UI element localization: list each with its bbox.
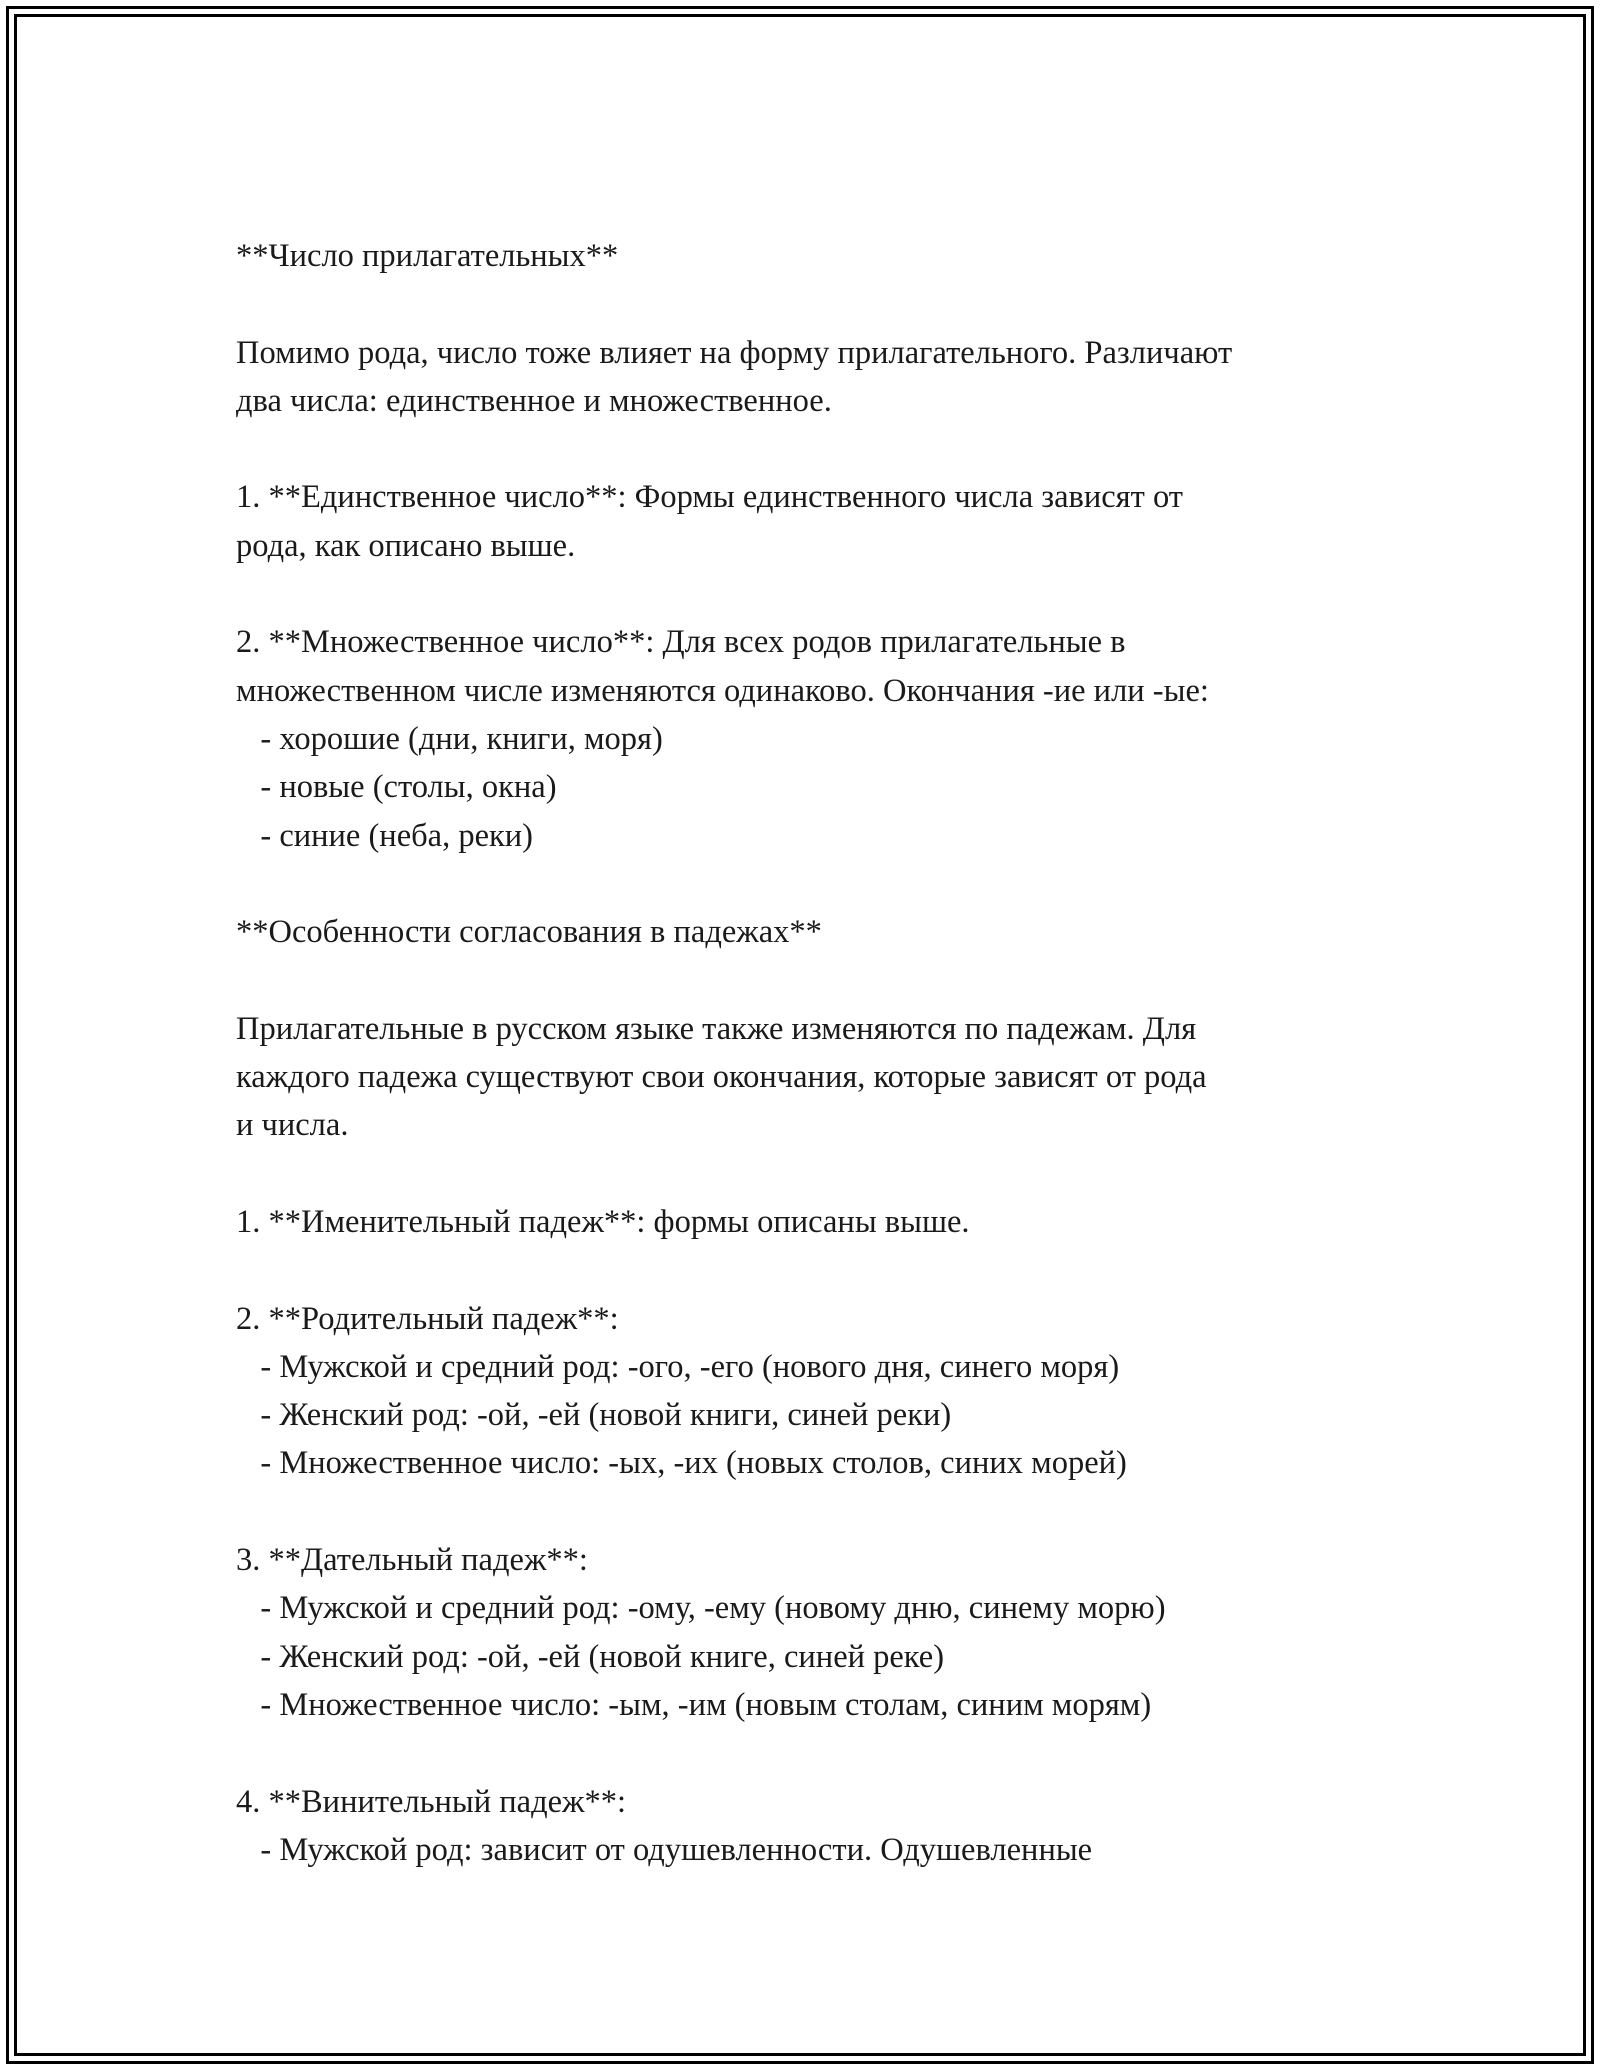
text-line: Помимо рода, число тоже влияет на форму прилагательного. Различают (236, 334, 1233, 371)
list-item-accusative (236, 1778, 1436, 1875)
intro-cases-paragraph (236, 1005, 1436, 1150)
paragraph-spacer (236, 956, 1436, 1004)
list-item-nominative (236, 1198, 1436, 1246)
list-item-plural (236, 618, 1436, 859)
paragraph-spacer (236, 1246, 1436, 1294)
text-line: 4. **Винительный падеж**: (236, 1783, 627, 1820)
text-line: 2. **Родительный падеж**: (236, 1300, 619, 1337)
sub-list-item: - Множественное число: -ых, -их (новых столов, синих морей) (236, 1445, 1127, 1482)
text-line: каждого падежа существуют свои окончания, которые зависят от рода (236, 1059, 1207, 1096)
sub-list-item: - синие (неба, реки) (236, 817, 534, 854)
paragraph-spacer (236, 860, 1436, 908)
text-line: 1. **Именительный падеж**: формы описаны выше. (236, 1203, 970, 1240)
text-line: 2. **Множественное число**: Для всех родов прилагательные в (236, 624, 1126, 661)
paragraph-spacer (236, 280, 1436, 328)
intro-number-paragraph (236, 329, 1436, 426)
sub-list-item: - Мужской и средний род: -ого, -его (нового дня, синего моря) (236, 1348, 1120, 1385)
list-item-singular (236, 473, 1436, 570)
paragraph-spacer (236, 570, 1436, 618)
sub-list-item: - Мужской и средний род: -ому, -ему (новому дню, синему морю) (236, 1590, 1166, 1627)
heading-case-agreement: **Особенности согласования в падежах** (236, 914, 822, 951)
paragraph-spacer (236, 1488, 1436, 1536)
sub-list-item: - Женский род: -ой, -ей (новой книге, синей реке) (236, 1638, 945, 1675)
text-line: рода, как описано выше. (236, 527, 576, 564)
sub-list-item: - Мужской род: зависит от одушевленности. Одушевленные (236, 1831, 1093, 1868)
list-item-genitive (236, 1295, 1436, 1488)
paragraph-spacer (236, 1150, 1436, 1198)
text-line: множественном числе изменяются одинаково. Окончания -ие или -ые: (236, 672, 1209, 709)
heading-adjective-number: **Число прилагательных** (236, 238, 619, 274)
sub-list-item: - Множественное число: -ым, -им (новым столам, синим морям) (236, 1686, 1152, 1723)
text-line: 3. **Дательный падеж**: (236, 1542, 588, 1579)
sub-list-item: - хорошие (дни, книги, моря) (236, 720, 663, 757)
text-line: два числа: единственное и множественное. (236, 382, 832, 419)
sub-list-item: - Женский род: -ой, -ей (новой книги, синей реки) (236, 1397, 952, 1434)
paragraph-spacer (236, 425, 1436, 473)
text-line: 1. **Единственное число**: Формы единственного числа зависят от (236, 479, 1183, 516)
paragraph-spacer (236, 1729, 1436, 1777)
sub-list-item: - новые (столы, окна) (236, 769, 557, 806)
document-body (236, 232, 1436, 1874)
text-line: и числа. (236, 1107, 349, 1144)
text-line: Прилагательные в русском языке также изменяются по падежам. Для (236, 1010, 1197, 1047)
list-item-dative (236, 1536, 1436, 1729)
